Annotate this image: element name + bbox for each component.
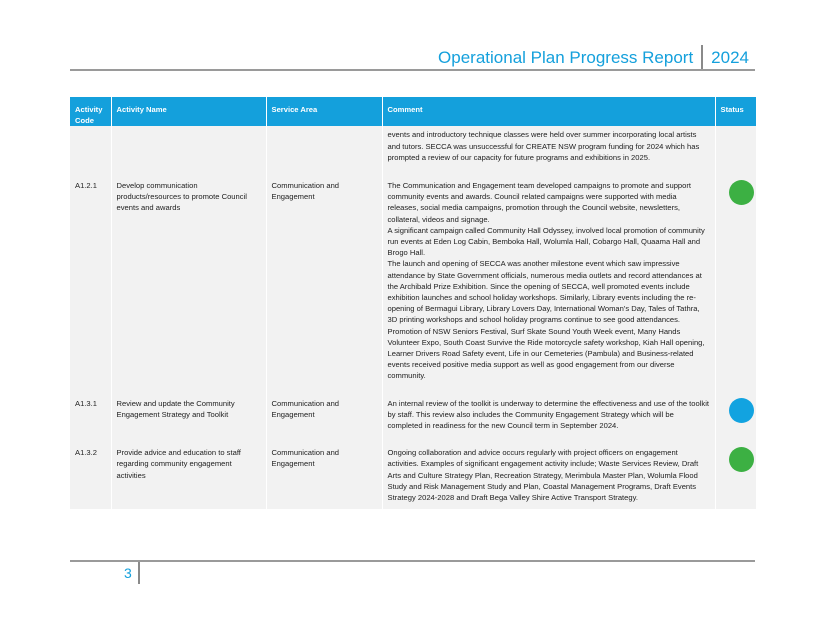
operational-plan-table (70, 97, 756, 509)
status-indicator-icon (729, 180, 754, 205)
activity-code: A1.3.2 (70, 443, 111, 509)
status-indicator-icon (729, 398, 754, 423)
header-rule (70, 69, 755, 71)
activity-code: A1.2.1 (70, 176, 111, 394)
footer-rule (70, 560, 755, 562)
comment-paragraph: Ongoing collaboration and advice occurs regularly with project officers on engagement activities. Examples of significant engagement activity include; Waste Services Review, Draft Arts and Culture Strategy Plan, Recreation Strategy, Merimbula Master Plan, Wolumla Flood Study and Risk Management Study and Plan, Coastal Management Programs, Draft Events Strategy 2024-2028 and Draft Bega Valley Shire Active Transport Strategy. (387, 448, 699, 503)
status-cell (715, 176, 756, 394)
status-cell (715, 443, 756, 509)
table-row (70, 176, 756, 394)
status-cell (715, 394, 756, 444)
page-number (124, 562, 140, 584)
service-area: Communication and Engagement (266, 443, 382, 509)
table-header-row (70, 97, 756, 126)
service-area: Communication and Engagement (266, 394, 382, 444)
header-separator (701, 45, 703, 71)
col-activity-name: Activity Name (111, 97, 266, 126)
comment-paragraph: A significant campaign called Community Hall Odyssey, involved local promotion of community run events at Eden Log Cabin, Bemboka Hall, Wolumla Hall, Cobargo Hall, Quaama Hall and Brogo Hall. (387, 225, 705, 258)
comment-cell (382, 443, 715, 509)
activity-code: A1.3.1 (70, 394, 111, 444)
comment-cell (382, 394, 715, 444)
col-comment: Comment (382, 97, 715, 126)
report-year: 2024 (711, 48, 749, 67)
table-row (70, 443, 756, 509)
footer-separator (138, 562, 140, 584)
status-indicator-icon (729, 447, 754, 472)
activity-name: Develop communication products/resources to promote Council events and awards (111, 176, 266, 394)
table-row-continuation (70, 126, 756, 176)
col-status: Status (715, 97, 756, 126)
page-number-value: 3 (124, 565, 132, 581)
table-row (70, 394, 756, 444)
comment-cell (382, 176, 715, 394)
col-activity-code: Activity Code (70, 97, 111, 126)
comment-paragraph: Promotion of NSW Seniors Festival, Surf Skate Sound Youth Week event, Many Hands Volunteer Expo, South Coast Survive the Ride motorcycle safety workshop, Kiah Hall opening, Learner Drivers Road Safety event, Life in our Cemeteries (Pambula) and Business-related events received positive media support as well as good engagement from our diverse community. (387, 326, 705, 381)
report-title: Operational Plan Progress Report (438, 48, 694, 67)
comment-cell: events and introductory technique classes were held over summer incorporating local artists and tutors. SECCA was unsuccessful for CREATE NSW program funding for 2024 which has prompted a review of our capacity for future programs and exhibitions in 2025. (382, 126, 715, 176)
report-header (438, 46, 749, 70)
comment-paragraph: An internal review of the toolkit is underway to determine the effectiveness and use of the toolkit by staff. This review also includes the Community Engagement Strategy which will be completed in readiness for the new Council term in September 2024. (387, 398, 710, 431)
comment-paragraph: The launch and opening of SECCA was another milestone event which saw impressive attendance by State Government officials, numerous media outlets and record attendances at the Archibald Prize Exhibition. Since the opening of SECCA, well promoted events include exhibition launches and school holiday workshops. Similarly, Library events including the re-opening of Bermagui Library, Library Lovers Day, International Woman's Day, Tales of Tathra, 3D printing workshops and school holiday programs continue to see good attendances. (387, 259, 702, 325)
service-area: Communication and Engagement (266, 176, 382, 394)
col-service-area: Service Area (266, 97, 382, 126)
comment-paragraph: The Communication and Engagement team developed campaigns to promote and support community events and awards. Council related campaigns were supported with media releases, social media campaigns, promotion through the Council website, newsletters, collateral, videos and signage. (387, 181, 692, 224)
activity-name: Review and update the Community Engagement Strategy and Toolkit (111, 394, 266, 444)
activity-name: Provide advice and education to staff regarding community engagement activities (111, 443, 266, 509)
